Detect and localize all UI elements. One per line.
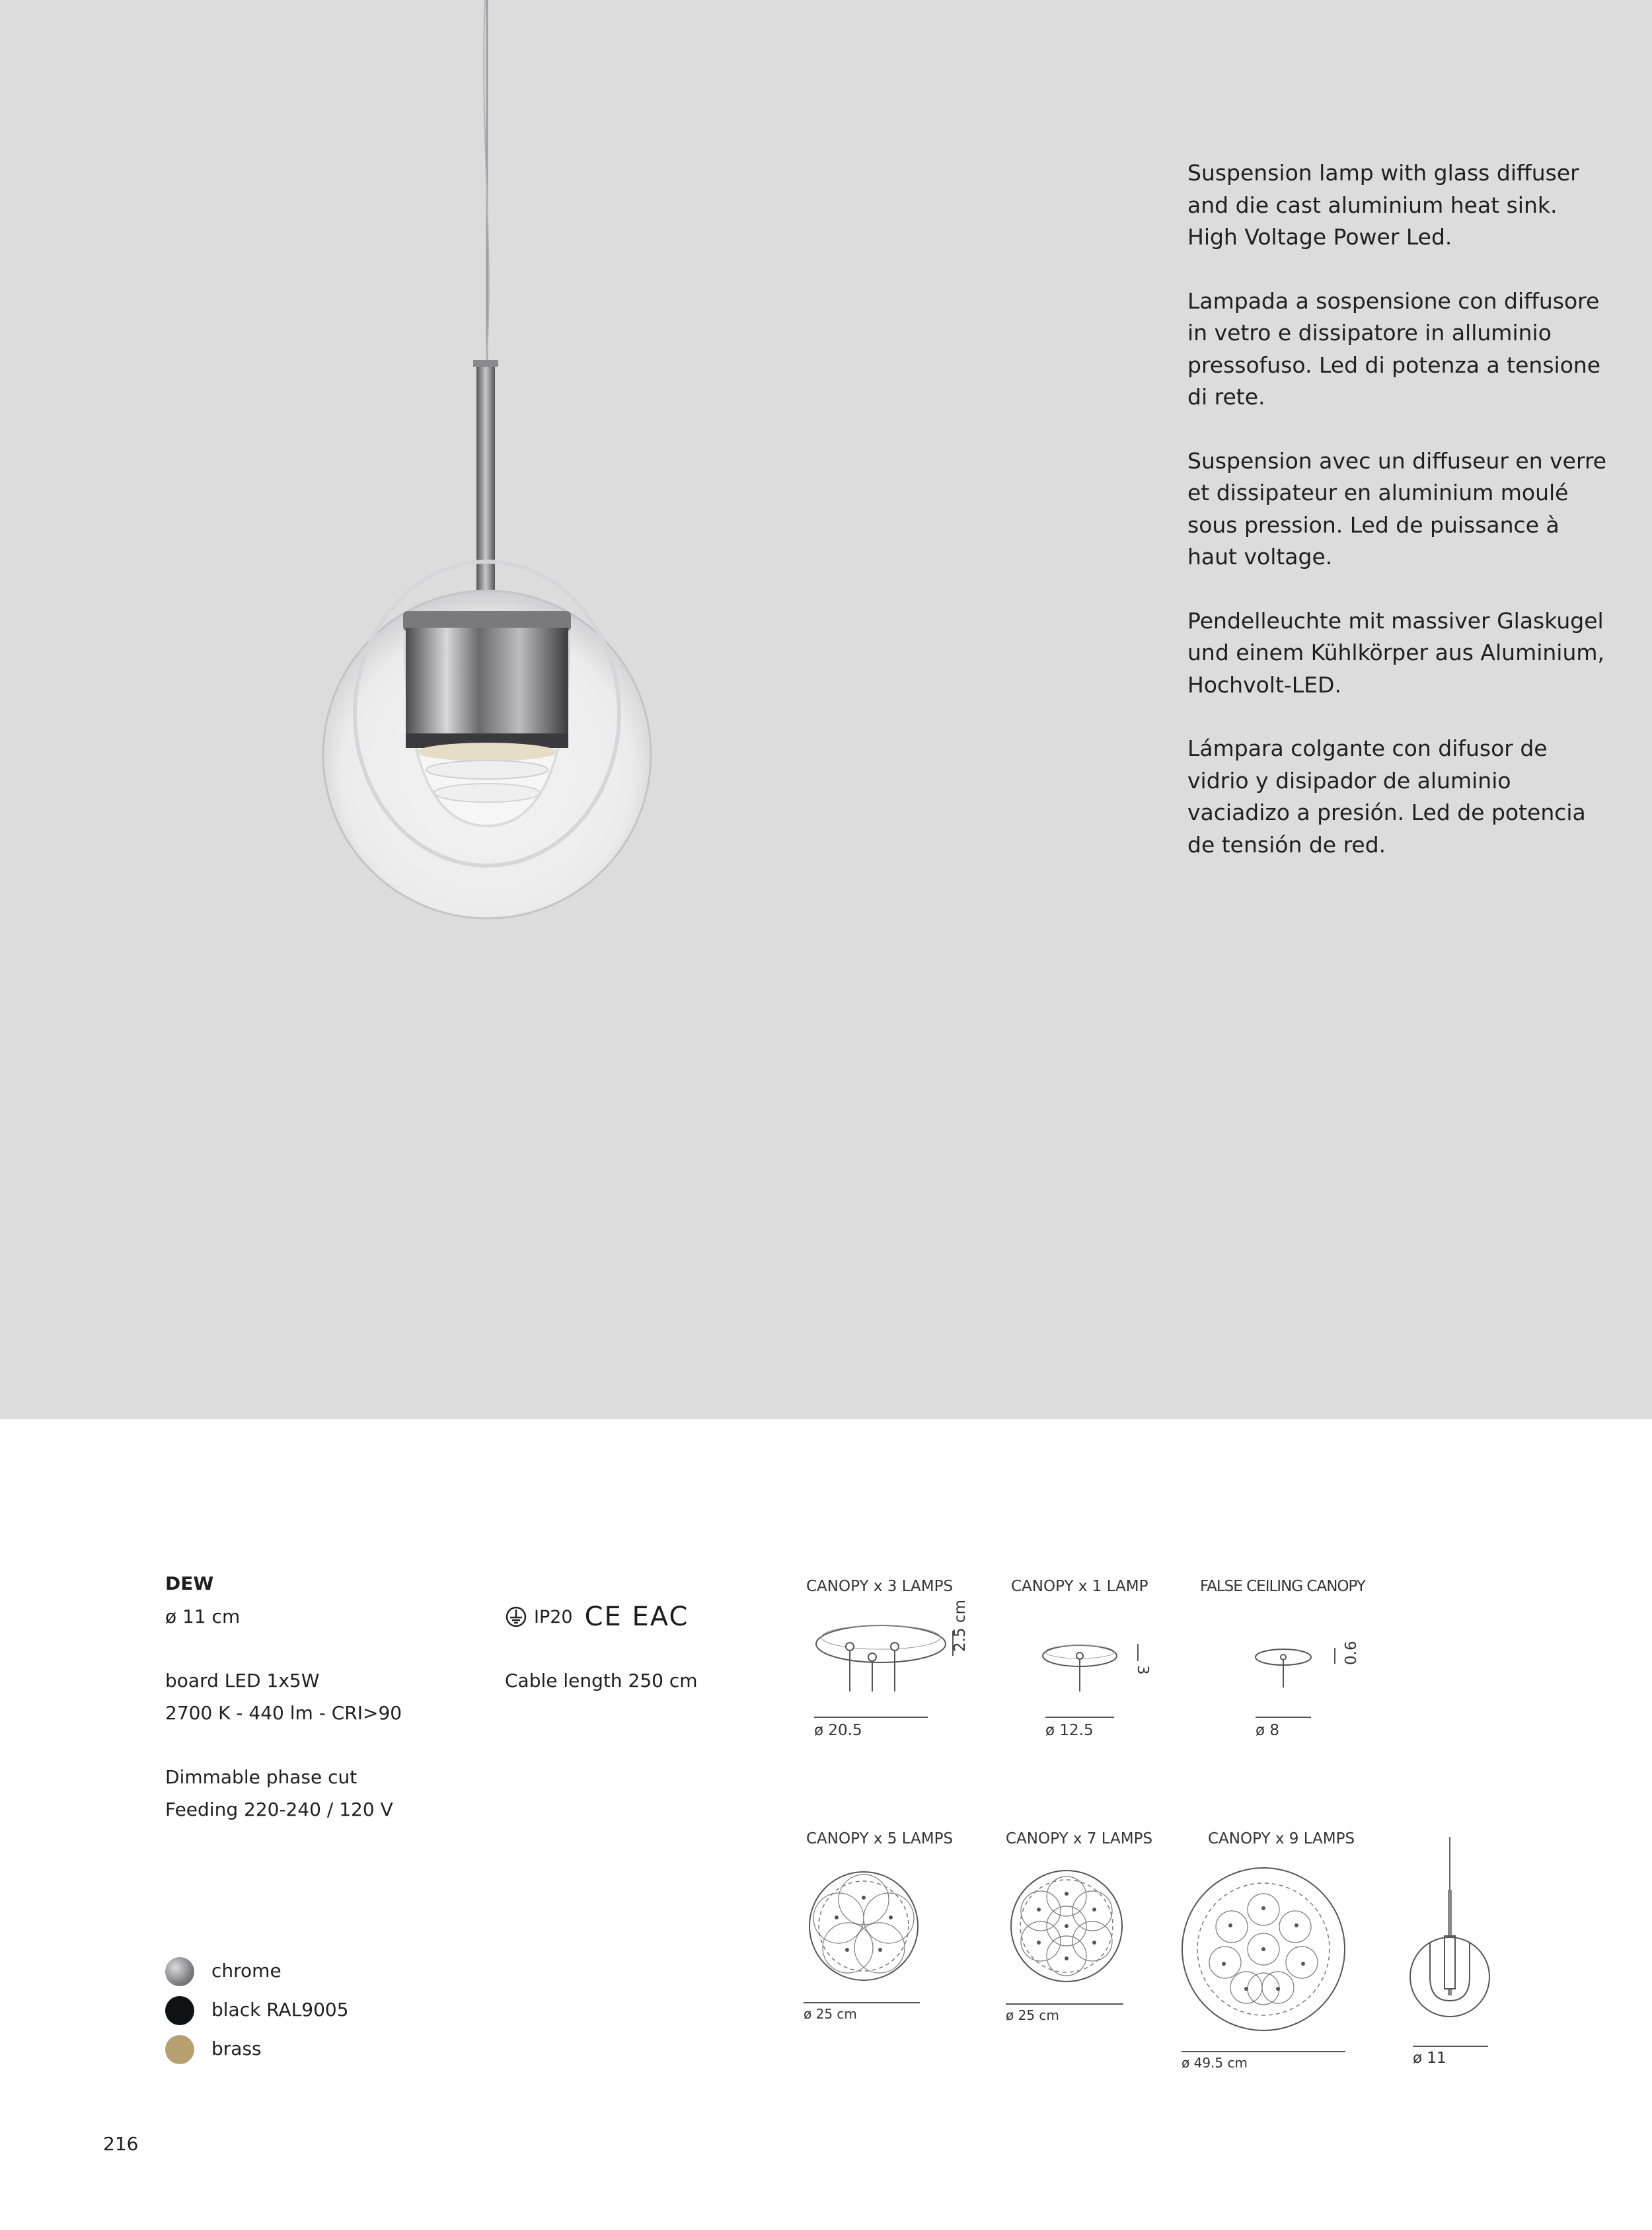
finish-black: black RAL9005 (211, 1999, 349, 2021)
spec-board: board LED 1x5W (165, 1670, 320, 1691)
swatch-black[interactable] (165, 1996, 194, 2025)
finish-brass: brass (211, 2038, 262, 2060)
swatch-brass[interactable] (165, 2035, 194, 2064)
canopy-1-dim-line (1045, 1717, 1114, 1718)
product-description (1187, 157, 1610, 893)
canopy-3-diameter: ø 20.5 (814, 1722, 862, 1739)
finish-chrome: chrome (211, 1960, 282, 1982)
lamp-side-drawing (1408, 1837, 1493, 2035)
spec-light: 2700 K - 440 lm - CRI>90 (165, 1702, 402, 1724)
description-es: Lámpara colgante con difusor de vidrio y disipador de aluminio vaciadizo a presión. Led de potencia de tensión de red. (1187, 735, 1586, 858)
canopy-1-label: CANOPY x 1 LAMP (1011, 1578, 1148, 1595)
spec-dimmable: Dimmable phase cut (165, 1766, 357, 1788)
lamp-diameter: ø 11 (1413, 2050, 1446, 2067)
class-ii-icon (505, 1606, 527, 1628)
canopy-3-drawing (806, 1599, 1031, 1698)
canopy-5-label: CANOPY x 5 LAMPS (806, 1830, 954, 1847)
product-name: DEW (165, 1573, 214, 1594)
spec-feeding: Feeding 220-240 / 120 V (165, 1799, 393, 1820)
canopy-3-dim-line (814, 1717, 928, 1718)
spec-cable: Cable length 250 cm (505, 1670, 698, 1691)
ip-rating: IP20 (534, 1606, 573, 1627)
false-ceiling-label: FALSE CEILING CANOPY (1200, 1578, 1365, 1595)
canopy-7-label: CANOPY x 7 LAMPS (1006, 1830, 1153, 1847)
false-ceiling-diameter: ø 8 (1256, 1722, 1280, 1739)
pendant-lamp-image (0, 0, 727, 965)
canopy-9-diameter: ø 49.5 cm (1182, 2055, 1248, 2071)
canopy-1-diameter: ø 12.5 (1045, 1722, 1094, 1739)
swatch-chrome[interactable] (165, 1957, 194, 1986)
canopy-7-dim-line (1006, 2003, 1123, 2005)
canopy-5-dim-line (804, 2002, 920, 2003)
description-de: Pendelleuchte mit massiver Glaskugel und einem Kühlkörper aus Aluminium, Hochvolt-LED. (1187, 607, 1605, 698)
description-fr: Suspension avec un diffuseur en verre et dissipateur en aluminium moulé sous pression. Led de puissance à haut voltage. (1187, 447, 1607, 570)
lamp-dim-line (1413, 2046, 1488, 2047)
canopy-7-diameter: ø 25 cm (1006, 2007, 1059, 2023)
canopy-9-drawing (1178, 1861, 1349, 2039)
false-ceiling-dim-line (1256, 1717, 1311, 1718)
canopy-3-label: CANOPY x 3 LAMPS (806, 1578, 954, 1595)
canopy-9-label: CANOPY x 9 LAMPS (1208, 1830, 1355, 1847)
false-ceiling-height: 0.6 (1343, 1641, 1360, 1665)
canopy-5-drawing (801, 1863, 926, 1989)
description-it: Lampada a sospensione con diffusore in vetro e dissipatore in alluminio pressofuso. Led di potenza a tensione di rete. (1187, 287, 1601, 410)
canopy-7-drawing (1002, 1863, 1134, 1989)
canopy-5-diameter: ø 25 cm (804, 2006, 857, 2022)
certifications (505, 1602, 689, 1632)
description-en: Suspension lamp with glass diffuser and die cast aluminium heat sink. High Voltage Power Led. (1187, 160, 1579, 250)
canopy-9-dim-line (1182, 2051, 1345, 2052)
product-diameter: ø 11 cm (165, 1606, 241, 1627)
page-number: 216 (103, 2133, 139, 2155)
canopy-3-height: 2.5 cm (952, 1600, 969, 1652)
canopy-1-height: 3 (1134, 1665, 1151, 1675)
ce-eac-mark: CE EAC (584, 1602, 689, 1632)
